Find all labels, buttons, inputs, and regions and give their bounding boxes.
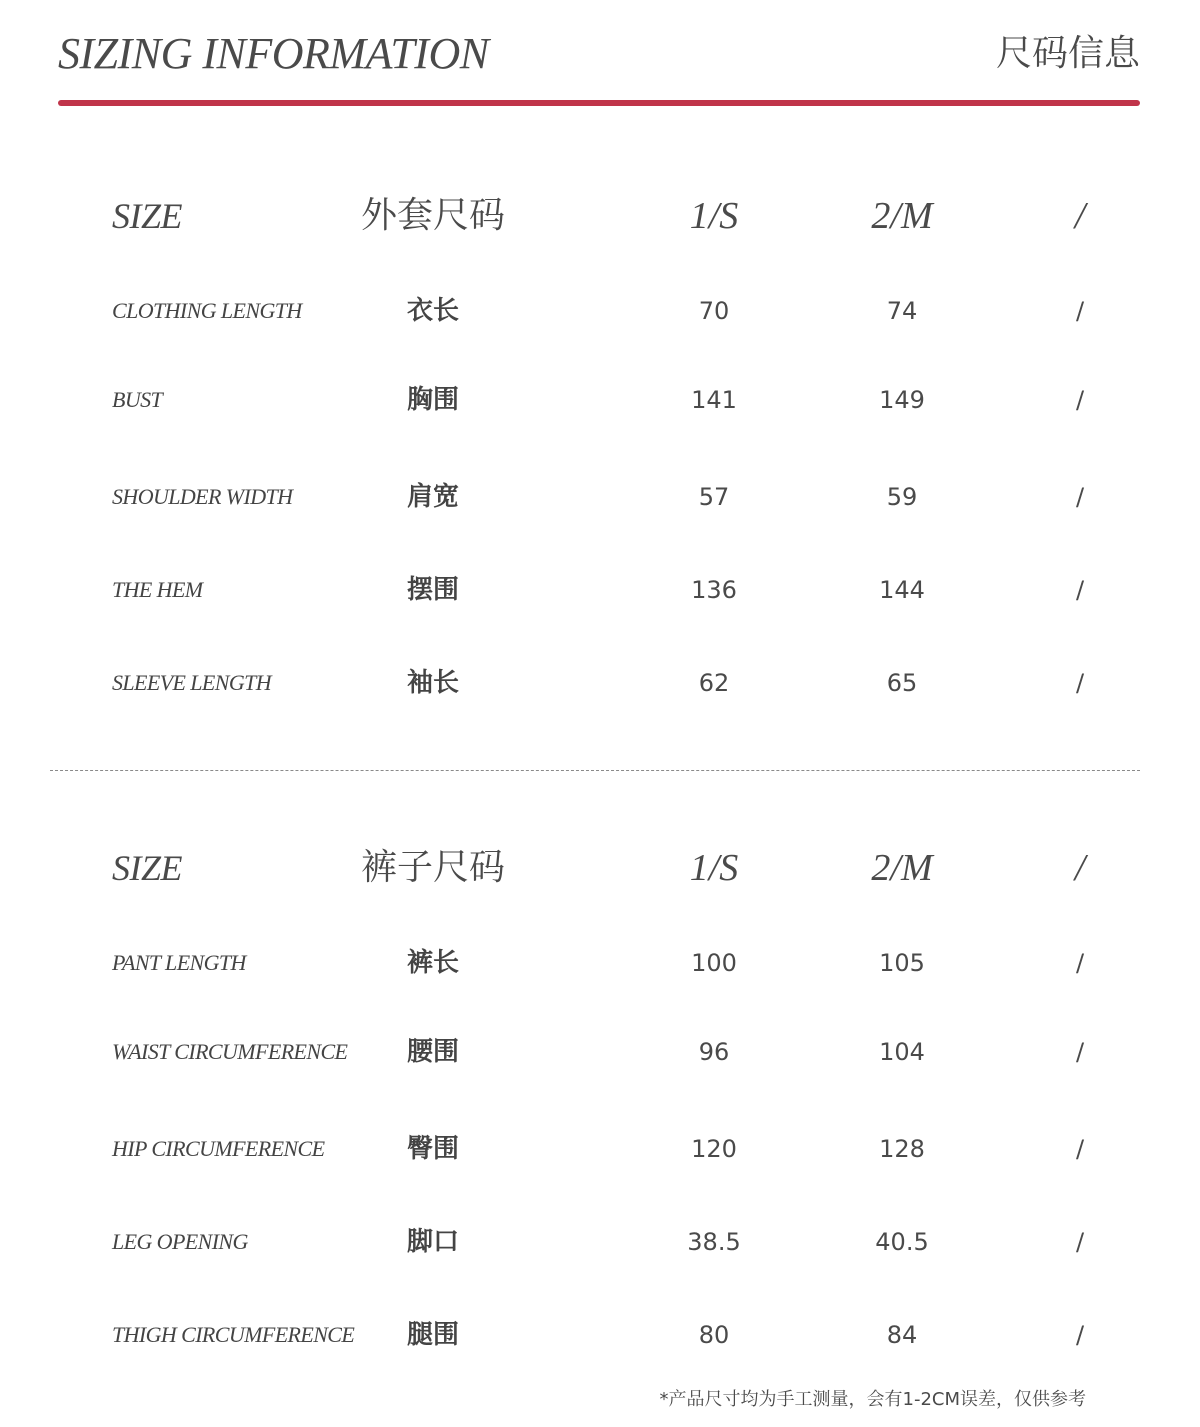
value-size-s: 136: [691, 576, 737, 604]
value-size-extra: /: [1075, 949, 1085, 977]
value-size-extra: /: [1075, 576, 1085, 604]
table-row: [0, 1129, 1200, 1169]
measure-name-cn: 腿围: [406, 1320, 459, 1350]
value-size-extra: /: [1075, 669, 1085, 697]
measure-name-en: THE HEM: [112, 577, 203, 602]
table-header-row: [0, 196, 1200, 236]
measure-name-en: CLOTHING LENGTH: [112, 298, 302, 323]
measure-name-cn: 胸围: [406, 385, 459, 415]
measure-name-en: LEG OPENING: [112, 1229, 248, 1254]
header-table-title: 外套尺码: [360, 195, 505, 236]
measure-name-cn: 裤长: [406, 948, 459, 978]
value-size-m: 84: [886, 1321, 918, 1349]
table-header-row: [0, 848, 1200, 888]
header-size-label: SIZE: [112, 196, 182, 236]
value-size-extra: /: [1075, 1321, 1085, 1349]
section-divider: [50, 770, 1140, 771]
value-size-m: 149: [879, 386, 925, 414]
table-row: [0, 570, 1200, 610]
value-size-s: 38.5: [687, 1228, 741, 1256]
value-size-s: 80: [698, 1321, 730, 1349]
header-table-title: 裤子尺码: [360, 847, 505, 888]
header-size-m: 2/M: [871, 847, 933, 889]
title-underline: [58, 100, 1140, 106]
value-size-s: 57: [698, 483, 730, 511]
measure-name-en: SHOULDER WIDTH: [112, 484, 293, 509]
page-title: SIZING INFORMATION: [58, 29, 489, 78]
value-size-s: 70: [698, 297, 730, 325]
measure-name-cn: 肩宽: [406, 482, 459, 512]
header-size-extra: /: [1074, 195, 1086, 237]
value-size-s: 141: [691, 386, 737, 414]
header-size-m: 2/M: [871, 195, 933, 237]
value-size-extra: /: [1075, 1038, 1085, 1066]
value-size-m: 65: [886, 669, 918, 697]
value-size-m: 128: [879, 1135, 925, 1163]
table-row: [0, 291, 1200, 331]
header-size-label: SIZE: [112, 848, 182, 888]
measure-name-en: THIGH CIRCUMFERENCE: [112, 1322, 355, 1347]
measure-name-en: BUST: [112, 387, 163, 412]
table-row: [0, 477, 1200, 517]
measure-name-en: WAIST CIRCUMFERENCE: [112, 1039, 348, 1064]
value-size-s: 120: [691, 1135, 737, 1163]
value-size-s: 62: [698, 669, 730, 697]
value-size-m: 74: [886, 297, 918, 325]
table-row: [0, 1032, 1200, 1072]
page-title-chinese: 尺码信息: [995, 33, 1140, 74]
value-size-extra: /: [1075, 483, 1085, 511]
table-row: [0, 1222, 1200, 1262]
value-size-m: 59: [886, 483, 918, 511]
value-size-extra: /: [1075, 297, 1085, 325]
value-size-extra: /: [1075, 1228, 1085, 1256]
measure-name-cn: 袖长: [406, 668, 459, 698]
measure-name-en: PANT LENGTH: [112, 950, 246, 975]
measure-name-cn: 臀围: [406, 1134, 459, 1164]
value-size-s: 100: [691, 949, 737, 977]
value-size-m: 104: [879, 1038, 925, 1066]
measure-name-cn: 衣长: [406, 296, 459, 326]
table-row: [0, 380, 1200, 420]
header-size-extra: /: [1074, 847, 1086, 889]
measure-name-cn: 腰围: [406, 1037, 459, 1067]
table-row: [0, 663, 1200, 703]
header-size-s: 1/S: [689, 195, 739, 237]
header-size-s: 1/S: [689, 847, 739, 889]
value-size-extra: /: [1075, 386, 1085, 414]
measure-name-en: SLEEVE LENGTH: [112, 670, 272, 695]
value-size-m: 144: [879, 576, 925, 604]
table-row: [0, 943, 1200, 983]
measure-name-en: HIP CIRCUMFERENCE: [112, 1136, 325, 1161]
value-size-m: 40.5: [875, 1228, 929, 1256]
value-size-extra: /: [1075, 1135, 1085, 1163]
measurement-disclaimer: *产品尺寸均为手工测量，会有1-2CM误差，仅供参考: [659, 1389, 1086, 1410]
value-size-s: 96: [698, 1038, 730, 1066]
measure-name-cn: 脚口: [406, 1227, 459, 1257]
table-row: [0, 1315, 1200, 1355]
measure-name-cn: 摆围: [406, 575, 459, 605]
value-size-m: 105: [879, 949, 925, 977]
